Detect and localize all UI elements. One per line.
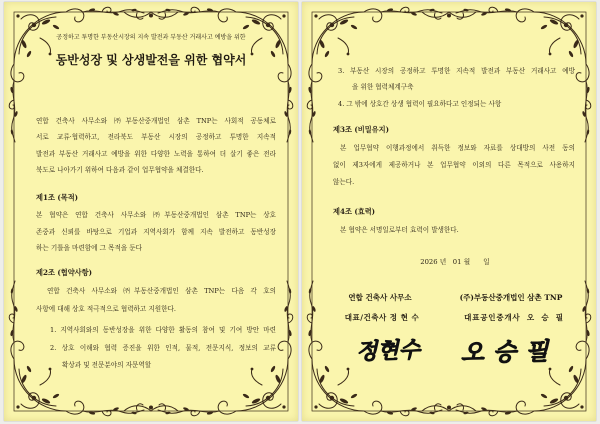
text-line: 2. 상호 이해와 협력 증진을 위한 인적, 물적, 전문지식, 정보의 교류 xyxy=(50,344,276,352)
text-line: 4. 그 밖에 상호간 상생 협력이 필요하다고 인정되는 사항 xyxy=(338,100,502,108)
article-4-heading: 제4조 (효력) xyxy=(333,207,376,216)
page-left xyxy=(4,2,298,421)
article-2-body xyxy=(36,282,276,318)
text-line: 연합 건축사 사무소와 ㈜부동산중개법인 삼촌 TNP는 사회적 공동체로 xyxy=(36,117,276,125)
text-line: 북도로 나아가기 위하여 다음과 같이 업무협약을 체결한다. xyxy=(36,165,204,174)
party-2-name: (주)부동산중개법인 삼촌 TNP xyxy=(459,293,563,302)
party-1-name: 연합 건축사 사무소 xyxy=(348,293,412,302)
article-3-body xyxy=(333,140,575,191)
text-line: 연합 건축사 사무소와 ㈜부동산중개법인 삼촌 TNP는 다음 각 호의 xyxy=(47,287,276,295)
text-line: 사항에 대해 상호 적극적으로 협력하고 지원한다. xyxy=(36,305,176,313)
text-line: 존중과 신뢰를 바탕으로 기업과 지역사회가 함께 지속 발전하고 동반성장 xyxy=(36,227,276,236)
center-ornament-top xyxy=(422,12,476,19)
preamble-text: 공정하고 투명한 부동산시장의 지속 발전과 부동산 거래사고 예방을 위한 xyxy=(56,34,246,41)
agreement-item-4 xyxy=(338,96,575,112)
text-line: 3. 부동산 시장의 공정하고 투명한 지속적 발전과 부동산 거래사고 예방 xyxy=(338,67,575,75)
page-right xyxy=(302,2,596,421)
text-line: 서로 교류·협력하고, 전라북도 부동산 시장의 공정하고 투명한 지속적 xyxy=(36,133,276,142)
agreement-item-2 xyxy=(50,340,276,374)
text-line: 본 업무협약 이행과정에서 취득한 정보와 자료를 상대방의 사전 동의 xyxy=(340,143,575,152)
intro-paragraph xyxy=(36,113,276,178)
party-1-signature: 정현수 xyxy=(355,337,421,366)
party-2-signature: 오승필 xyxy=(460,337,558,367)
text-line: 본 협약은 서명일로부터 효력이 발생한다. xyxy=(340,226,459,234)
center-ornament-bottom xyxy=(422,404,476,411)
text-line: 않는다. xyxy=(333,177,355,186)
article-1-heading: 제1조 (목적) xyxy=(36,193,79,202)
agreement-item-1 xyxy=(50,322,276,338)
text-line: 확상과 및 전문분야의 자문역할 xyxy=(62,361,152,369)
center-ornament-top xyxy=(124,12,178,19)
article-2-heading: 제2조 (협약사항) xyxy=(36,268,92,277)
article-1-body xyxy=(36,207,276,257)
article-3-heading: 제3조 (비밀유지) xyxy=(333,125,389,134)
text-line: 을 위한 협력체계구축 xyxy=(352,83,414,91)
text-line: 하는 기틀을 마련함에 그 목적을 둔다 xyxy=(36,244,143,252)
party-2-representative: 대표공인중개사 오 승 필 xyxy=(464,313,564,322)
text-line: 없이 제3자에게 제공하거나 본 업무협약 이외의 다른 목적으로 사용하지 xyxy=(333,160,575,169)
article-4-body xyxy=(340,222,575,238)
document-title: 동반성장 및 상생발전을 위한 협약서 xyxy=(55,53,247,67)
text-line: 발전과 부동산 거래사고 예방을 위한 다양한 노력을 통하여 더 살기 좋은 전라 xyxy=(36,149,276,158)
signing-date: 2026 년 01 월 일 xyxy=(420,258,490,266)
center-ornament-bottom xyxy=(124,404,178,411)
agreement-item-3 xyxy=(338,63,575,95)
text-line: 1. 지역사회와의 동반성장을 위한 다양한 활동의 참여 및 기여 방안 마련 xyxy=(50,326,276,334)
text-line: 본 협약은 연합 건축사 사무소와 ㈜부동산중개법인 삼촌 TNP는 상호 xyxy=(36,211,276,219)
party-1-representative: 대표/건축사 정 현 수 xyxy=(344,313,420,322)
